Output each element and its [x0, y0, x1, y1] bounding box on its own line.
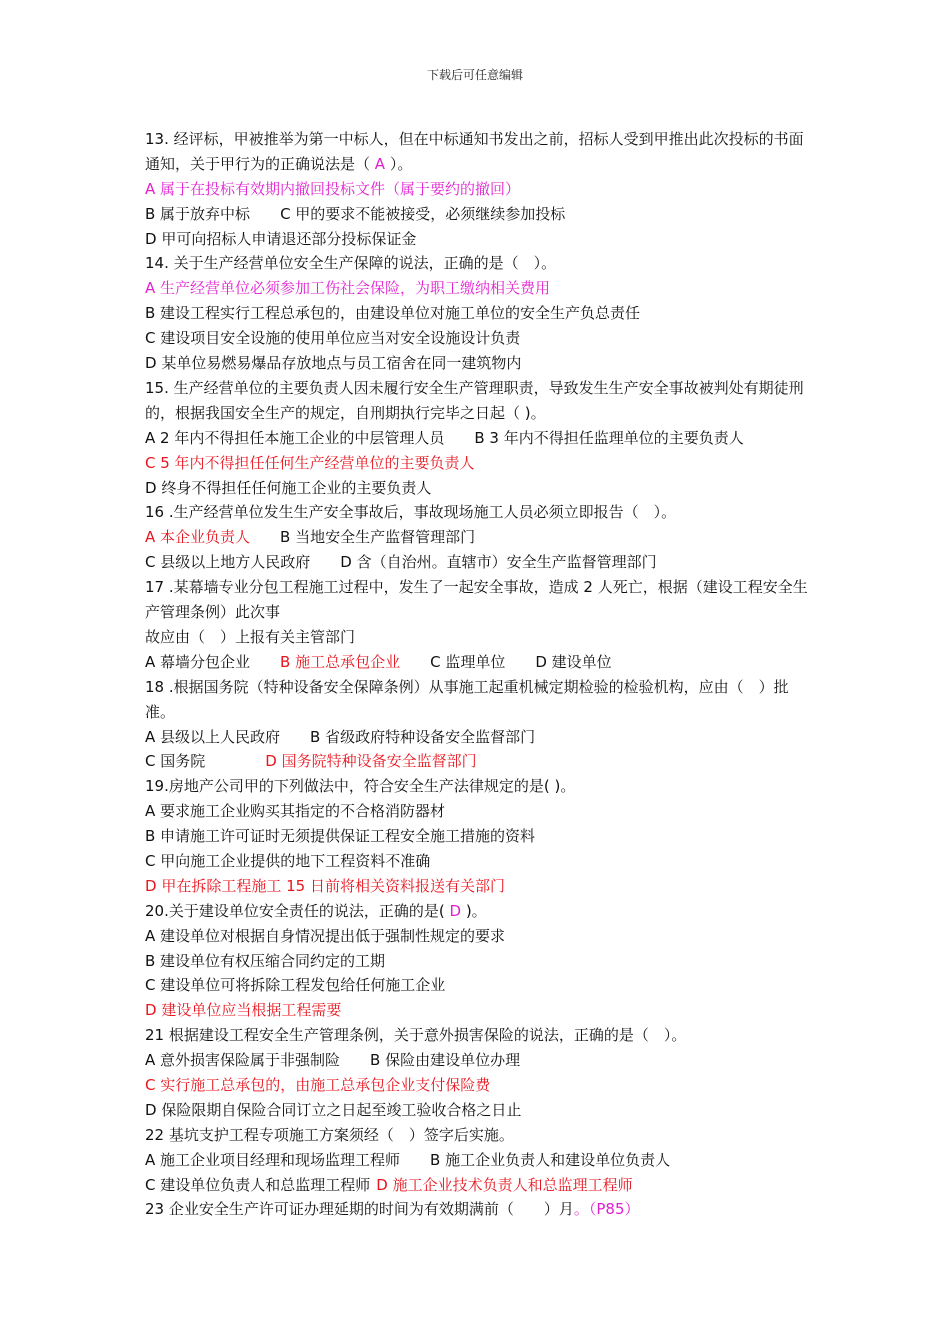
q18-options-cd: [145, 749, 810, 774]
q17-option-c: C 监理单位: [430, 652, 506, 671]
q15-option-a: A 2 年内不得担任本施工企业的中层管理人员: [145, 428, 445, 447]
q15-stem: 15. 生产经营单位的主要负责人因未履行安全生产管理职责，导致发生生产安全事故被判处有期徒刑的，根据我国安全生产的规定，自刑期执行完毕之日起（ )。: [145, 378, 804, 422]
q16-options-ab: [145, 525, 810, 550]
q16-option-d: D 含（自治州。直辖市）安全生产监督管理部门: [340, 553, 657, 572]
q22-option-d: D 施工企业技术负责人和总监理工程师: [376, 1175, 633, 1194]
q21-option-d: D 保险限期自保险合同订立之日起至竣工验收合格之日止: [145, 1100, 522, 1119]
q20-option-d: D 建设单位应当根据工程需要: [145, 1001, 342, 1020]
q21-option-c: C 实行施工总承包的，由施工总承包企业支付保险费: [145, 1075, 491, 1094]
q18-options-ab: [145, 725, 810, 750]
q15-options-ab: [145, 426, 810, 451]
q19-option-a: A 要求施工企业购买其指定的不合格消防器材: [145, 802, 446, 821]
q14-option-b: B 建设工程实行工程总承包的，由建设单位对施工单位的安全生产负总责任: [145, 304, 641, 323]
q22-option-c: C 建设单位负责人和总监理工程师: [145, 1175, 371, 1194]
q19-option-d: D 甲在拆除工程施工 15 日前将相关资料报送有关部门: [145, 876, 505, 895]
q14-option-d: D 某单位易燃易爆品存放地点与员工宿舍在同一建筑物内: [145, 354, 522, 373]
q16-option-a: A 本企业负责人: [145, 528, 251, 547]
q13-option-c: C 甲的要求不能被接受，必须继续参加投标: [280, 204, 566, 223]
q17-option-b: B 施工总承包企业: [280, 652, 401, 671]
q13-answer: A: [370, 154, 390, 173]
q13-option-b: B 属于放弃中标: [145, 204, 251, 223]
q16-options-cd: [145, 550, 810, 575]
q19-option-c: C 甲向施工企业提供的地下工程资料不准确: [145, 851, 431, 870]
q20-stem: [145, 899, 810, 924]
q16-stem: 16 .生产经营单位发生生产安全事故后，事故现场施工人员必须立即报告（ ）。: [145, 503, 677, 522]
q23-page-note: 。（P85）: [573, 1200, 640, 1219]
q17-options: [145, 650, 810, 675]
q21-option-a: A 意外损害保险属于非强制险: [145, 1051, 341, 1070]
q20-answer: D: [444, 901, 466, 920]
page-header: 下载后可任意编辑: [426, 68, 523, 82]
q20-stem-text: 20.关于建设单位安全责任的说法，正确的是(: [145, 901, 445, 920]
q14-stem: 14. 关于生产经营单位安全生产保障的说法，正确的是（ ）。: [145, 254, 557, 273]
q22-stem: 22 基坑支护工程专项施工方案须经（ ）签字后实施。: [145, 1125, 514, 1144]
q13-stem-end: ）。: [389, 154, 413, 173]
q17-option-d: D 建设单位: [535, 652, 612, 671]
q14-option-a: A 生产经营单位必须参加工伤社会保险，为职工缴纳相关费用: [145, 279, 551, 298]
q22-options-ab: [145, 1148, 810, 1173]
q18-option-d: D 国务院特种设备安全监督部门: [265, 752, 477, 771]
q16-option-c: C 县级以上地方人民政府: [145, 553, 311, 572]
q17-option-a: A 幕墙分包企业: [145, 652, 251, 671]
q20-option-c: C 建设单位可将拆除工程发包给任何施工企业: [145, 976, 446, 995]
q19-stem: 19.房地产公司甲的下列做法中，符合安全生产法律规定的是( )。: [145, 777, 576, 796]
q13-options-bc: [145, 202, 810, 227]
q22-option-b: B 施工企业负责人和建设单位负责人: [430, 1150, 671, 1169]
q15-option-d: D 终身不得担任任何施工企业的主要负责人: [145, 478, 432, 497]
q20-option-a: A 建设单位对根据自身情况提出低于强制性规定的要求: [145, 926, 506, 945]
q22-option-a: A 施工企业项目经理和现场监理工程师: [145, 1150, 401, 1169]
q17-stem-cont: 故应由（ ）上报有关主管部门: [145, 627, 356, 646]
q21-option-b: B 保险由建设单位办理: [370, 1051, 521, 1070]
q21-options-ab: [145, 1048, 810, 1073]
question-list: [145, 127, 810, 1222]
q15-option-b: B 3 年内不得担任监理单位的主要负责人: [474, 428, 744, 447]
q16-option-b: B 当地安全生产监督管理部门: [280, 528, 476, 547]
q22-options-cd: [145, 1173, 810, 1198]
q18-option-b: B 省级政府特种设备安全监督部门: [310, 727, 536, 746]
q13-option-a: A 属于在投标有效期内撤回投标文件（属于要约的撤回）: [145, 179, 521, 198]
q23-stem-text: 23 企业安全生产许可证办理延期的时间为有效期满前（ ）月: [145, 1200, 574, 1219]
q15-option-c: C 5 年内不得担任任何生产经营单位的主要负责人: [145, 453, 475, 472]
q21-stem: 21 根据建设工程安全生产管理条例，关于意外损害保险的说法，正确的是（ ）。: [145, 1026, 687, 1045]
q18-option-a: A 县级以上人民政府: [145, 727, 281, 746]
q20-option-b: B 建设单位有权压缩合同约定的工期: [145, 951, 386, 970]
q18-option-c: C 国务院: [145, 752, 206, 771]
q18-stem: 18 .根据国务院（特种设备安全保障条例）从事施工起重机械定期检验的检验机构，应由（ ）批准。: [145, 677, 789, 721]
q13-stem-text: 13. 经评标，甲被推举为第一中标人，但在中标通知书发出之前，招标人受到甲推出此次投标的书面通知，关于甲行为的正确说法是（: [145, 130, 804, 173]
q14-option-c: C 建设项目安全设施的使用单位应当对安全设施设计负责: [145, 329, 521, 348]
q20-stem-end: )。: [465, 901, 487, 920]
q19-option-b: B 申请施工许可证时无须提供保证工程安全施工措施的资料: [145, 827, 536, 846]
q23-stem: [145, 1197, 810, 1222]
q13-option-d: D 甲可向招标人申请退还部分投标保证金: [145, 229, 417, 248]
q13-stem: [145, 127, 810, 177]
q17-stem: 17 .某幕墙专业分包工程施工过程中，发生了一起安全事故，造成 2 人死亡，根据（建设工程安全生产管理条例）此次事: [145, 578, 808, 621]
